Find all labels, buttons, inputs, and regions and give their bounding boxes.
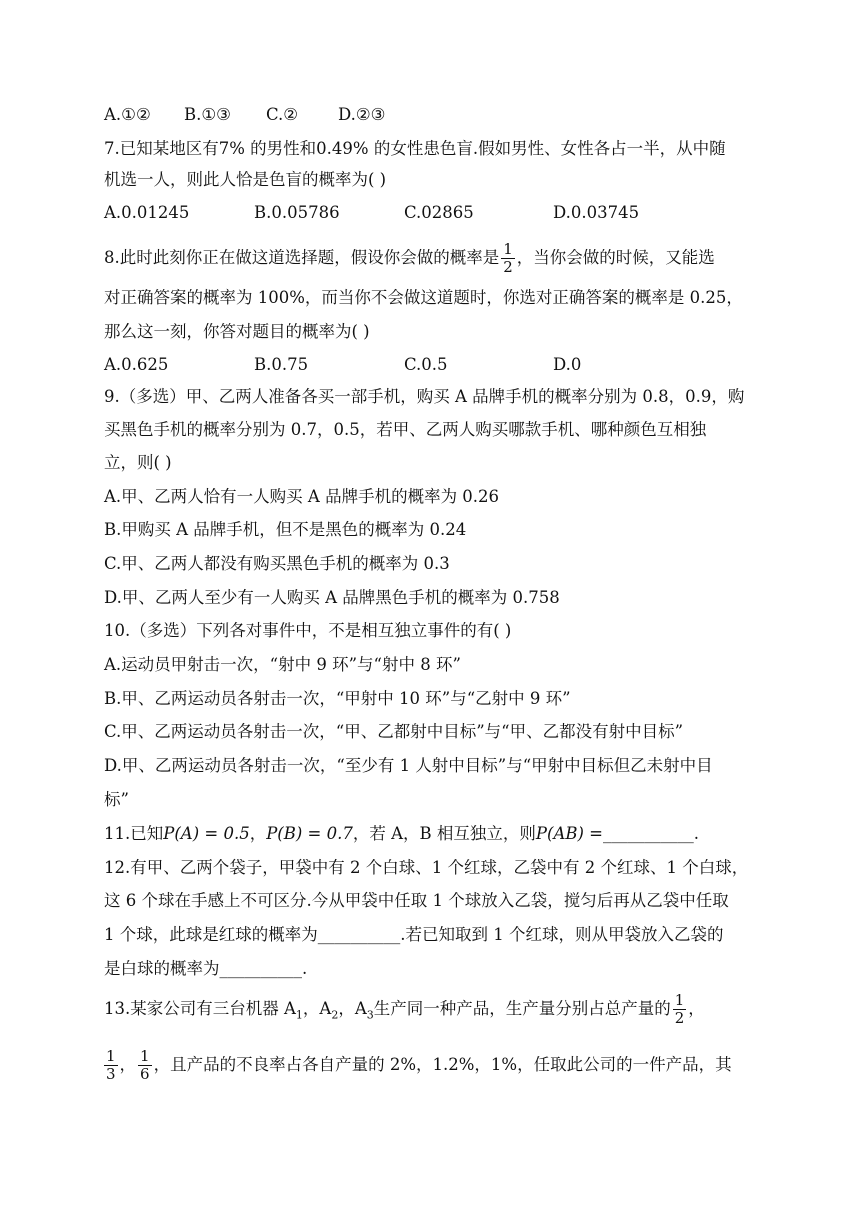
q9-line-1: 9.（多选）甲、乙两人准备各买一部手机，购买 A 品牌手机的概率分别为 0.8，0.9，购 (104, 387, 745, 406)
q13-fraction-3 (138, 1048, 152, 1083)
q8-option-a: A.0.625 (104, 355, 169, 374)
q13-f2-den: 3 (106, 1065, 116, 1083)
q8-text-post: ，当你会做的时候，又能选 (516, 248, 715, 267)
q10-option-a: A.运动员甲射击一次，“射中 9 环”与“射中 8 环” (104, 655, 461, 674)
q13-fraction-1 (673, 992, 687, 1027)
q13-comma-2: ，A (338, 999, 367, 1018)
q13-f2-num: 1 (106, 1047, 116, 1065)
q8-frac-num: 1 (503, 240, 513, 258)
q13-comma-1: ，A (302, 999, 332, 1018)
q13-text-pre: 13.某家公司有三台机器 A (104, 999, 296, 1018)
q13-f1-den: 2 (674, 1009, 685, 1027)
q8-text-pre: 8.此时此刻你正在做这道选择题，假设你会做的概率是 (104, 248, 500, 267)
q9-option-c: C.甲、乙两人都没有购买黑色手机的概率为 0.3 (104, 554, 450, 573)
q11-expr-pab: P(AB) = (535, 824, 603, 843)
q12-line-3: 1 个球，此球是红球的概率为__________.若已知取到 1 个红球，则从甲袋放入乙袋的 (104, 925, 724, 944)
q10-option-c: C.甲、乙两运动员各射击一次，“甲、乙都射中目标”与“甲、乙都没有射中目标” (104, 722, 684, 741)
q13-text-post: 生产同一种产品，生产量分别占总产量的 (373, 999, 671, 1018)
q6-option-b: B.①③ (184, 105, 231, 124)
q12-line-1: 12.有甲、乙两个袋子，甲袋中有 2 个白球、1 个红球，乙袋中有 2 个红球、1 个白球， (104, 858, 749, 877)
q13-f1-after: ， (688, 999, 705, 1018)
q11-expr-pb: P(B) = 0.7 (266, 824, 353, 843)
q6-option-c: C.② (266, 105, 299, 124)
q8-fraction (501, 241, 515, 276)
q8-frac-den: 2 (503, 258, 513, 276)
q7-option-c: C.02865 (404, 203, 474, 222)
q7-option-a: A.0.01245 (104, 203, 190, 222)
q7-line-1: 7.已知某地区有7% 的男性和0.49% 的女性患色盲.假如男性、女性各占一半，从中随 (104, 139, 726, 158)
q9-option-b: B.甲购买 A 品牌手机，但不是黑色的概率为 0.24 (104, 520, 467, 539)
q9-line-2: 买黑色手机的概率分别为 0.7，0.5，若甲、乙两人购买哪款手机、哪种颜色互相独 (104, 420, 707, 439)
q8-line-2: 对正确答案的概率为 100%，而当你不会做这道题时，你选对正确答案的概率是 0.25， (104, 288, 743, 307)
q13-line-2: $\frac{1}{3}$ ， $\frac{1}{6}$ ，且产品的不良率占各自产量的 2%，1.2%，1%，任取此公司的一件产品，其 (106, 1047, 732, 1083)
q11-text-pre: 11.已知 (104, 824, 164, 843)
q11-expr-pa: P(A) = 0.5 (163, 824, 250, 843)
q8-line-1 (104, 240, 715, 276)
q10-option-d-line-1: D.甲、乙两运动员各射击一次，“至少有 1 人射中目标”与“甲射中目标但乙未射中目 (104, 756, 713, 775)
q13-line-2-text: ，且产品的不良率占各自产量的 2%，1.2%，1%，任取此公司的一件产品，其 (153, 1055, 732, 1074)
q8-option-c: C.0.5 (404, 355, 448, 374)
q13-f1-num: 1 (674, 991, 685, 1009)
q7-option-b: B.0.05786 (254, 203, 340, 222)
q8-option-b: B.0.75 (254, 355, 309, 374)
q6-option-a: A.①② (104, 105, 151, 124)
q13-f3-num: 1 (140, 1047, 150, 1065)
q13-sub-1: 1 (295, 1008, 303, 1022)
q12-line-4: 是白球的概率为__________. (104, 959, 308, 978)
q13-f3-den: 6 (140, 1065, 150, 1083)
q13-sub-3: 3 (366, 1008, 374, 1022)
q6-option-d: D.②③ (338, 105, 386, 124)
q8-line-3: 那么这一刻，你答对题目的概率为( ) (104, 322, 370, 341)
q7-line-2: 机选一人，则此人恰是色盲的概率为( ) (104, 170, 387, 189)
q11-text-mid: ，若 A，B 相互独立，则 (352, 824, 536, 843)
q7-option-d: D.0.03745 (553, 203, 640, 222)
q13-sub-2: 2 (331, 1008, 339, 1022)
q9-line-3: 立，则( ) (104, 453, 172, 472)
q10-option-d-line-2: 标” (104, 790, 129, 809)
q11-sep: ， (249, 824, 267, 843)
q9-option-d: D.甲、乙两人至少有一人购买 A 品牌黑色手机的概率为 0.758 (104, 588, 560, 607)
q10-line-1: 10.（多选）下列各对事件中，不是相互独立事件的有( ) (104, 621, 512, 640)
q13-line-1 (104, 990, 705, 1034)
q9-option-a: A.甲、乙两人恰有一人购买 A 品牌手机的概率为 0.26 (104, 487, 500, 506)
q8-option-d: D.0 (553, 355, 582, 374)
q11-end: . (693, 824, 699, 843)
q11-line (104, 822, 699, 846)
q13-fraction-2 (104, 1048, 118, 1083)
q10-option-b: B.甲、乙两运动员各射击一次，“甲射中 10 环”与“乙射中 9 环” (104, 689, 571, 708)
q11-answer-blank[interactable]: ___________ (603, 824, 694, 843)
q12-line-2: 这 6 个球在手感上不可区分.今从甲袋中任取 1 个球放入乙袋，搅匀后再从乙袋中任取 (104, 891, 729, 910)
